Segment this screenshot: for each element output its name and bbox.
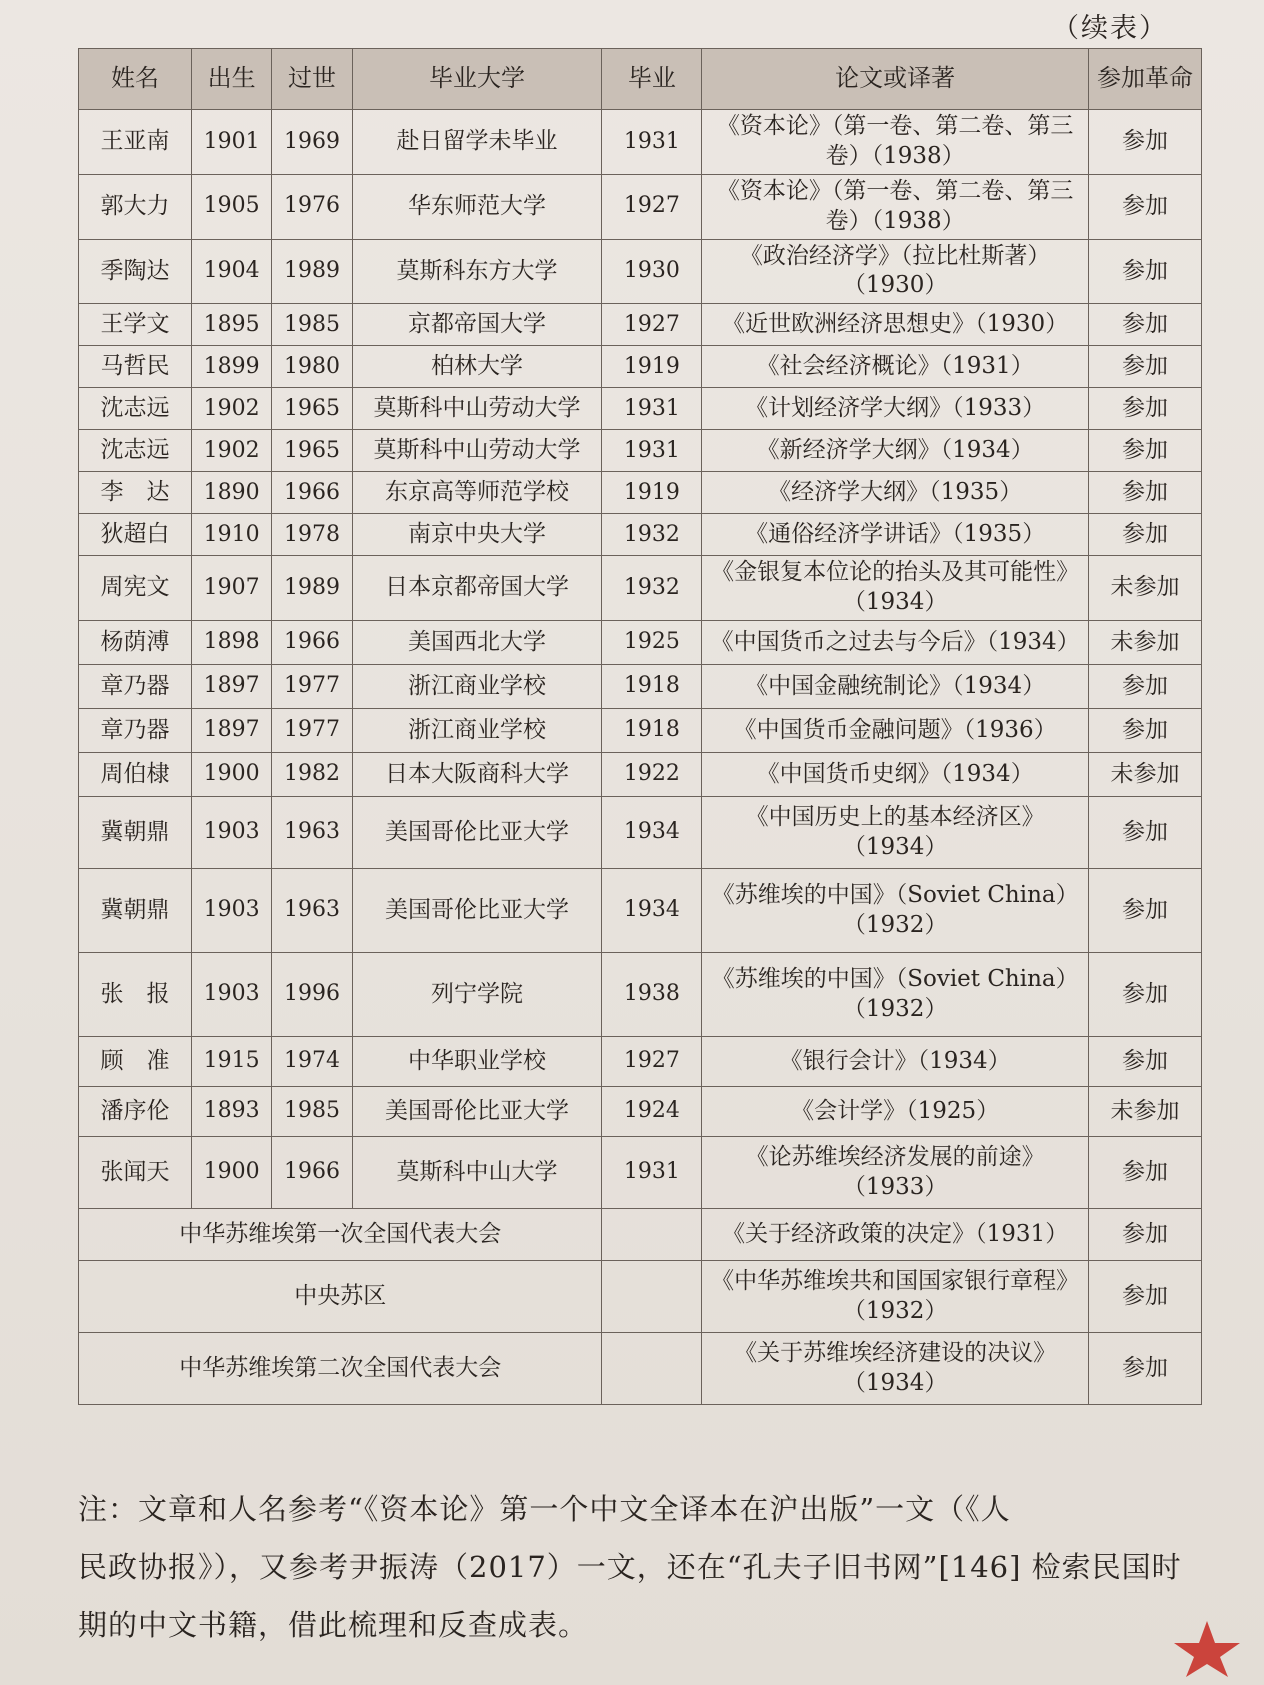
cell-born: 1903: [191, 797, 271, 869]
cell-revolution: 参加: [1089, 388, 1202, 430]
cell-died: 1969: [272, 110, 352, 175]
table-row: [79, 174, 1202, 239]
cell-revolution: 参加: [1089, 869, 1202, 953]
table-row: [79, 346, 1202, 388]
cell-died: 1974: [272, 1037, 352, 1087]
cell-graduation: 1931: [602, 388, 702, 430]
footnote-line: 民政协报》），又参考尹振涛（2017）一文，还在“孔夫子旧书网”[146] 检索民国时: [78, 1550, 1182, 1584]
cell-born: 1904: [191, 239, 271, 304]
cell-revolution: 参加: [1089, 110, 1202, 175]
cell-graduation: 1931: [602, 430, 702, 472]
cell-name: 狄超白: [79, 514, 192, 556]
table-row: [79, 110, 1202, 175]
table-row: [79, 556, 1202, 621]
cell-born: 1897: [191, 665, 271, 709]
cell-university: 莫斯科中山劳动大学: [352, 388, 602, 430]
header-works: 论文或译著: [702, 49, 1089, 110]
table-row-organization: [79, 1261, 1202, 1333]
cell-graduation: [602, 1333, 702, 1405]
cell-born: 1901: [191, 110, 271, 175]
cell-work: 《苏维埃的中国》（Soviet China）（1932）: [702, 953, 1089, 1037]
cell-graduation: 1927: [602, 304, 702, 346]
cell-university: 浙江商业学校: [352, 709, 602, 753]
cell-born: 1902: [191, 430, 271, 472]
cell-work: 《关于经济政策的决定》（1931）: [702, 1209, 1089, 1261]
table-row: [79, 472, 1202, 514]
cell-work: 《关于苏维埃经济建设的决议》（1934）: [702, 1333, 1089, 1405]
cell-graduation: 1931: [602, 1137, 702, 1209]
cell-work: 《中国货币金融问题》（1936）: [702, 709, 1089, 753]
cell-name: 冀朝鼎: [79, 797, 192, 869]
cell-died: 1989: [272, 556, 352, 621]
cell-born: 1893: [191, 1087, 271, 1137]
cell-graduation: 1924: [602, 1087, 702, 1137]
cell-graduation: 1919: [602, 346, 702, 388]
cell-graduation: 1930: [602, 239, 702, 304]
cell-revolution: 参加: [1089, 1209, 1202, 1261]
cell-revolution: 参加: [1089, 1261, 1202, 1333]
cell-university: 莫斯科东方大学: [352, 239, 602, 304]
cell-university: 柏林大学: [352, 346, 602, 388]
cell-university: 美国哥伦比亚大学: [352, 869, 602, 953]
cell-university: 列宁学院: [352, 953, 602, 1037]
cell-revolution: 参加: [1089, 1037, 1202, 1087]
cell-revolution: 参加: [1089, 346, 1202, 388]
cell-work: 《中华苏维埃共和国国家银行章程》（1932）: [702, 1261, 1089, 1333]
cell-work: 《资本论》（第一卷、第二卷、第三卷）（1938）: [702, 174, 1089, 239]
cell-university: 华东师范大学: [352, 174, 602, 239]
table-row: [79, 1037, 1202, 1087]
cell-name: 李 达: [79, 472, 192, 514]
cell-revolution: 未参加: [1089, 1087, 1202, 1137]
cell-born: 1903: [191, 953, 271, 1037]
cell-university: 南京中央大学: [352, 514, 602, 556]
cell-work: 《近世欧洲经济思想史》（1930）: [702, 304, 1089, 346]
table-row: [79, 753, 1202, 797]
cell-name: 王学文: [79, 304, 192, 346]
cell-died: 1980: [272, 346, 352, 388]
cell-work: 《新经济学大纲》（1934）: [702, 430, 1089, 472]
table-row: [79, 797, 1202, 869]
table-row: [79, 1137, 1202, 1209]
cell-work: 《中国货币之过去与今后》（1934）: [702, 621, 1089, 665]
cell-graduation: 1934: [602, 869, 702, 953]
cell-died: 1985: [272, 304, 352, 346]
table-header-row: [79, 49, 1202, 110]
cell-name: 顾 准: [79, 1037, 192, 1087]
cell-died: 1976: [272, 174, 352, 239]
cell-revolution: 参加: [1089, 953, 1202, 1037]
cell-graduation: 1927: [602, 1037, 702, 1087]
cell-organization: 中央苏区: [79, 1261, 602, 1333]
cell-work: 《中国历史上的基本经济区》（1934）: [702, 797, 1089, 869]
cell-work: 《资本论》（第一卷、第二卷、第三卷）（1938）: [702, 110, 1089, 175]
cell-graduation: 1919: [602, 472, 702, 514]
continued-label: （续表）: [1052, 13, 1168, 44]
cell-died: 1977: [272, 709, 352, 753]
cell-name: 张闻天: [79, 1137, 192, 1209]
cell-name: 沈志远: [79, 388, 192, 430]
cell-work: 《会计学》（1925）: [702, 1087, 1089, 1137]
cell-born: 1902: [191, 388, 271, 430]
cell-revolution: 参加: [1089, 514, 1202, 556]
header-born: 出生: [191, 49, 271, 110]
cell-graduation: 1932: [602, 556, 702, 621]
cell-died: 1966: [272, 1137, 352, 1209]
cell-name: 马哲民: [79, 346, 192, 388]
cell-name: 杨荫溥: [79, 621, 192, 665]
cell-name: 沈志远: [79, 430, 192, 472]
table-row: [79, 665, 1202, 709]
cell-born: 1895: [191, 304, 271, 346]
table-row-organization: [79, 1333, 1202, 1405]
cell-work: 《政治经济学》（拉比杜斯著）（1930）: [702, 239, 1089, 304]
cell-graduation: 1934: [602, 797, 702, 869]
cell-university: 京都帝国大学: [352, 304, 602, 346]
cell-name: 张 报: [79, 953, 192, 1037]
cell-name: 周宪文: [79, 556, 192, 621]
cell-university: 美国西北大学: [352, 621, 602, 665]
cell-work: 《中国货币史纲》（1934）: [702, 753, 1089, 797]
cell-revolution: 参加: [1089, 174, 1202, 239]
table-row: [79, 388, 1202, 430]
cell-revolution: 未参加: [1089, 753, 1202, 797]
cell-university: 中华职业学校: [352, 1037, 602, 1087]
cell-died: 1989: [272, 239, 352, 304]
cell-work: 《社会经济概论》（1931）: [702, 346, 1089, 388]
cell-name: 郭大力: [79, 174, 192, 239]
table-row: [79, 239, 1202, 304]
cell-work: 《金银复本位论的抬头及其可能性》（1934）: [702, 556, 1089, 621]
cell-name: 周伯棣: [79, 753, 192, 797]
cell-revolution: 参加: [1089, 1333, 1202, 1405]
footnote-line: 注：文章和人名参考“《资本论》第一个中文全译本在沪出版”一文（《人: [78, 1492, 1011, 1526]
cell-graduation: 1922: [602, 753, 702, 797]
watermark-star-icon: [1168, 1619, 1246, 1679]
cell-graduation: 1925: [602, 621, 702, 665]
table-row: [79, 621, 1202, 665]
cell-name: 章乃器: [79, 709, 192, 753]
cell-name: 王亚南: [79, 110, 192, 175]
cell-born: 1905: [191, 174, 271, 239]
table-row: [79, 709, 1202, 753]
cell-organization: 中华苏维埃第二次全国代表大会: [79, 1333, 602, 1405]
cell-graduation: 1931: [602, 110, 702, 175]
cell-born: 1900: [191, 753, 271, 797]
cell-revolution: 参加: [1089, 709, 1202, 753]
cell-died: 1966: [272, 472, 352, 514]
cell-revolution: 未参加: [1089, 621, 1202, 665]
table-row: [79, 304, 1202, 346]
cell-name: 章乃器: [79, 665, 192, 709]
cell-died: 1963: [272, 797, 352, 869]
header-graduation: 毕业: [602, 49, 702, 110]
cell-died: 1996: [272, 953, 352, 1037]
cell-born: 1899: [191, 346, 271, 388]
cell-died: 1965: [272, 388, 352, 430]
cell-died: 1977: [272, 665, 352, 709]
footnote: [78, 1480, 1218, 1654]
header-died: 过世: [272, 49, 352, 110]
cell-born: 1915: [191, 1037, 271, 1087]
cell-work: 《通俗经济学讲话》（1935）: [702, 514, 1089, 556]
footnote-line: 期的中文书籍，借此梳理和反查成表。: [78, 1608, 589, 1642]
cell-born: 1898: [191, 621, 271, 665]
cell-born: 1903: [191, 869, 271, 953]
cell-organization: 中华苏维埃第一次全国代表大会: [79, 1209, 602, 1261]
cell-university: 日本大阪商科大学: [352, 753, 602, 797]
cell-work: 《银行会计》（1934）: [702, 1037, 1089, 1087]
cell-work: 《中国金融统制论》（1934）: [702, 665, 1089, 709]
cell-university: 日本京都帝国大学: [352, 556, 602, 621]
cell-revolution: 参加: [1089, 797, 1202, 869]
cell-born: 1890: [191, 472, 271, 514]
cell-university: 美国哥伦比亚大学: [352, 1087, 602, 1137]
cell-died: 1978: [272, 514, 352, 556]
cell-name: 潘序伦: [79, 1087, 192, 1137]
cell-died: 1982: [272, 753, 352, 797]
cell-died: 1966: [272, 621, 352, 665]
economists-table: [78, 48, 1202, 1405]
cell-name: 季陶达: [79, 239, 192, 304]
cell-graduation: 1918: [602, 709, 702, 753]
header-name: 姓名: [79, 49, 192, 110]
cell-died: 1985: [272, 1087, 352, 1137]
cell-born: 1910: [191, 514, 271, 556]
cell-revolution: 参加: [1089, 1137, 1202, 1209]
cell-work: 《经济学大纲》（1935）: [702, 472, 1089, 514]
cell-born: 1897: [191, 709, 271, 753]
cell-graduation: 1938: [602, 953, 702, 1037]
table-row: [79, 1087, 1202, 1137]
cell-university: 莫斯科中山大学: [352, 1137, 602, 1209]
cell-revolution: 未参加: [1089, 556, 1202, 621]
cell-graduation: [602, 1261, 702, 1333]
cell-university: 美国哥伦比亚大学: [352, 797, 602, 869]
cell-graduation: 1918: [602, 665, 702, 709]
cell-university: 东京高等师范学校: [352, 472, 602, 514]
cell-graduation: 1932: [602, 514, 702, 556]
cell-revolution: 参加: [1089, 430, 1202, 472]
table-row: [79, 953, 1202, 1037]
table-row: [79, 430, 1202, 472]
cell-revolution: 参加: [1089, 304, 1202, 346]
cell-work: 《苏维埃的中国》（Soviet China）（1932）: [702, 869, 1089, 953]
cell-died: 1963: [272, 869, 352, 953]
cell-name: 冀朝鼎: [79, 869, 192, 953]
cell-university: 赴日留学未毕业: [352, 110, 602, 175]
cell-university: 莫斯科中山劳动大学: [352, 430, 602, 472]
header-university: 毕业大学: [352, 49, 602, 110]
header-revolution: 参加革命: [1089, 49, 1202, 110]
cell-work: 《计划经济学大纲》（1933）: [702, 388, 1089, 430]
cell-revolution: 参加: [1089, 472, 1202, 514]
cell-university: 浙江商业学校: [352, 665, 602, 709]
cell-work: 《论苏维埃经济发展的前途》（1933）: [702, 1137, 1089, 1209]
cell-revolution: 参加: [1089, 239, 1202, 304]
table-row: [79, 869, 1202, 953]
cell-born: 1907: [191, 556, 271, 621]
cell-born: 1900: [191, 1137, 271, 1209]
cell-graduation: [602, 1209, 702, 1261]
cell-graduation: 1927: [602, 174, 702, 239]
table-row: [79, 514, 1202, 556]
cell-died: 1965: [272, 430, 352, 472]
table-row-organization: [79, 1209, 1202, 1261]
cell-revolution: 参加: [1089, 665, 1202, 709]
